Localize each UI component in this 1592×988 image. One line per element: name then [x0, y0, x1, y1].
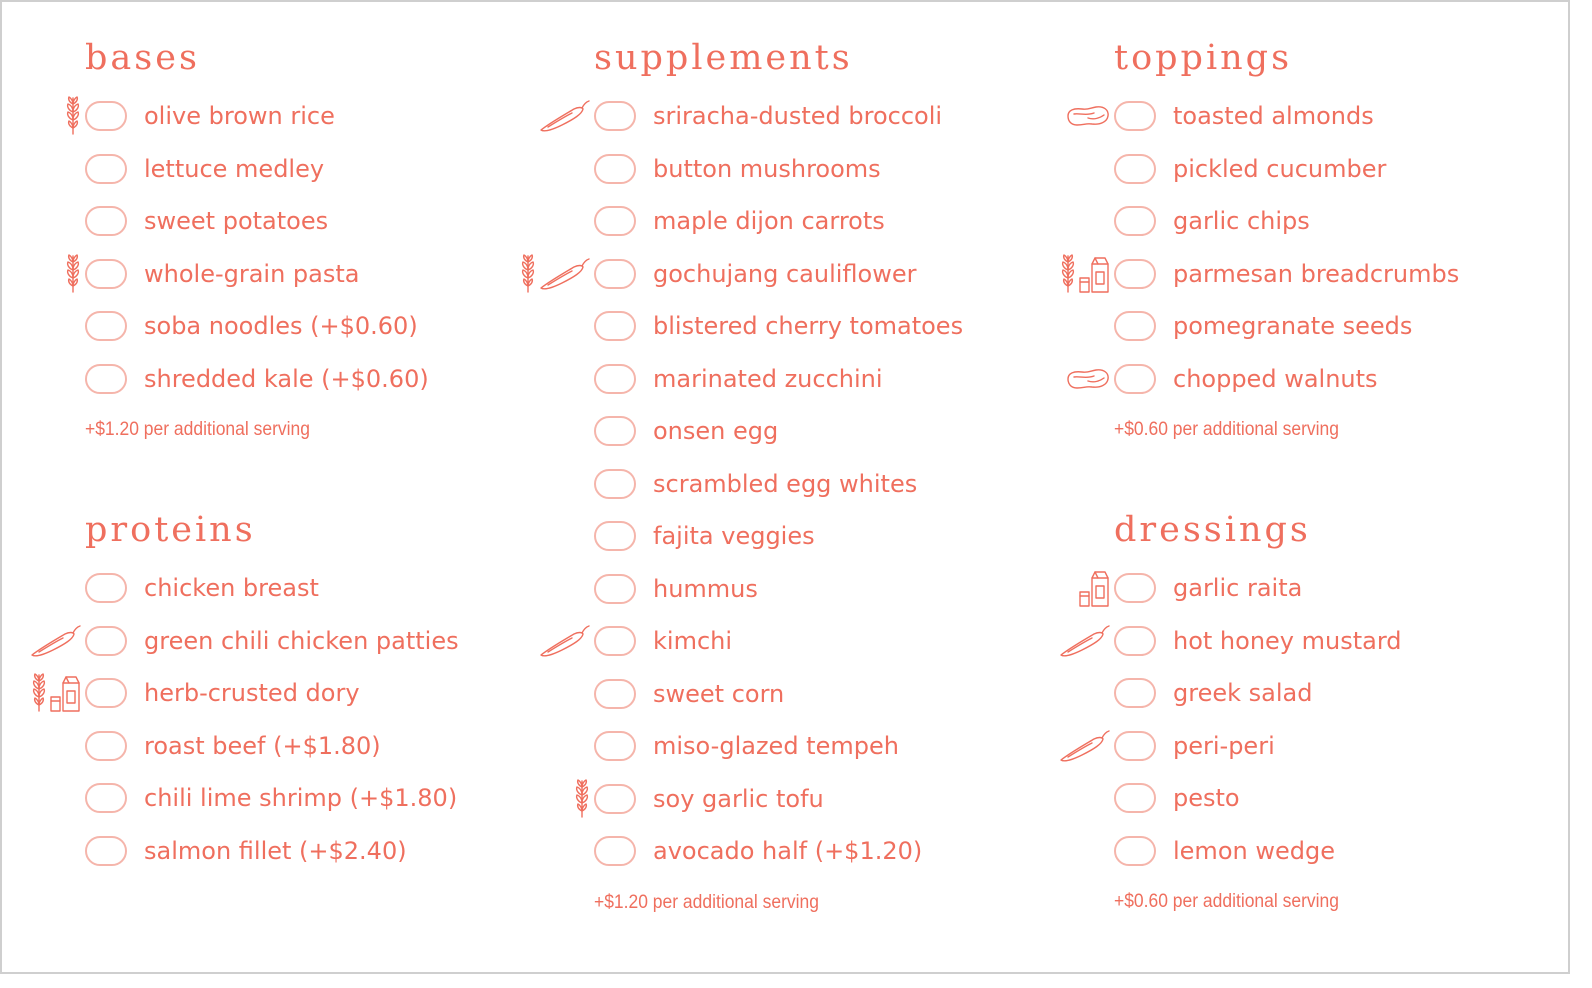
dairy-icon	[1078, 568, 1110, 608]
option-checkbox[interactable]	[85, 573, 127, 603]
dietary-icons	[574, 773, 594, 825]
option-bases-3[interactable]	[85, 248, 429, 301]
option-checkbox[interactable]	[594, 154, 636, 184]
option-bases-0[interactable]	[85, 90, 429, 143]
option-checkbox[interactable]	[594, 784, 636, 814]
option-label: marinated zucchini	[653, 364, 883, 393]
option-checkbox[interactable]	[594, 101, 636, 131]
option-supplements-3[interactable]	[594, 248, 963, 301]
option-label: button mushrooms	[653, 154, 881, 183]
section-toppings	[1114, 38, 1459, 441]
option-label: whole-grain pasta	[144, 259, 360, 288]
option-checkbox[interactable]	[1114, 836, 1156, 866]
option-supplements-12[interactable]	[594, 720, 963, 773]
option-label: lemon wedge	[1173, 836, 1335, 865]
option-label: shredded kale (+$0.60)	[144, 364, 429, 393]
option-label: toasted almonds	[1173, 102, 1374, 131]
dietary-icons	[538, 615, 594, 667]
option-supplements-1[interactable]	[594, 143, 963, 196]
option-label: lettuce medley	[144, 154, 325, 183]
dietary-icons	[29, 615, 85, 667]
chili-icon	[538, 99, 590, 133]
option-checkbox[interactable]	[1114, 364, 1156, 394]
wheat-icon	[1060, 254, 1076, 294]
option-checkbox[interactable]	[1114, 731, 1156, 761]
option-checkbox[interactable]	[1114, 259, 1156, 289]
option-checkbox[interactable]	[594, 416, 636, 446]
option-dressings-4[interactable]	[1114, 772, 1402, 825]
option-checkbox[interactable]	[594, 626, 636, 656]
option-label: hummus	[653, 574, 758, 603]
section-bases	[85, 38, 429, 441]
option-dressings-1[interactable]	[1114, 615, 1402, 668]
option-dressings-3[interactable]	[1114, 720, 1402, 773]
option-checkbox[interactable]	[85, 101, 127, 131]
option-label: maple dijon carrots	[653, 207, 885, 236]
option-label: gochujang cauliflower	[653, 259, 917, 288]
wheat-icon	[520, 254, 536, 294]
option-checkbox[interactable]	[594, 574, 636, 604]
note-supplements: +$1.20 per additional serving	[594, 891, 819, 913]
option-label: peri-peri	[1173, 731, 1275, 760]
section-title-bases: bases	[85, 38, 200, 78]
option-label: kimchi	[653, 627, 733, 656]
option-supplements-11[interactable]	[594, 668, 963, 721]
wheat-icon	[65, 96, 81, 136]
option-checkbox[interactable]	[85, 259, 127, 289]
option-checkbox[interactable]	[85, 731, 127, 761]
option-label: blistered cherry tomatoes	[653, 312, 964, 341]
option-checkbox[interactable]	[85, 836, 127, 866]
note-toppings: +$0.60 per additional serving	[1114, 419, 1339, 440]
option-checkbox[interactable]	[1114, 626, 1156, 656]
option-checkbox[interactable]	[594, 311, 636, 341]
dietary-icons	[1064, 353, 1114, 405]
option-label: soy garlic tofu	[653, 784, 824, 813]
option-label: scrambled egg whites	[653, 469, 918, 498]
option-checkbox[interactable]	[594, 731, 636, 761]
option-checkbox[interactable]	[1114, 206, 1156, 236]
option-label: chopped walnuts	[1173, 364, 1378, 393]
option-supplements-8[interactable]	[594, 510, 963, 563]
dietary-icons	[520, 248, 594, 300]
section-title-supplements: supplements	[594, 38, 853, 78]
option-proteins-1[interactable]	[85, 615, 459, 668]
option-label: herb-crusted dory	[144, 679, 360, 708]
dietary-icons	[1064, 90, 1114, 142]
option-label: avocado half (+$1.20)	[653, 837, 923, 866]
section-title-proteins: proteins	[85, 510, 256, 550]
option-checkbox[interactable]	[594, 469, 636, 499]
option-supplements-7[interactable]	[594, 458, 963, 511]
option-label: pomegranate seeds	[1173, 312, 1413, 341]
option-label: roast beef (+$1.80)	[144, 731, 381, 760]
dairy-icon	[49, 673, 81, 713]
option-checkbox[interactable]	[85, 626, 127, 656]
option-supplements-2[interactable]	[594, 195, 963, 248]
section-proteins	[85, 510, 459, 877]
dietary-icons	[1058, 720, 1114, 772]
option-label: chili lime shrimp (+$1.80)	[144, 784, 458, 813]
option-supplements-14[interactable]	[594, 825, 963, 878]
section-dressings	[1114, 510, 1402, 913]
option-label: greek salad	[1173, 679, 1313, 708]
section-supplements	[594, 38, 963, 914]
note-bases: +$1.20 per additional serving	[85, 419, 310, 440]
option-toppings-4[interactable]	[1114, 300, 1459, 353]
option-label: olive brown rice	[144, 102, 335, 131]
option-bases-1[interactable]	[85, 143, 429, 196]
option-toppings-1[interactable]	[1114, 143, 1459, 196]
option-checkbox[interactable]	[594, 206, 636, 236]
option-label: miso-glazed tempeh	[653, 732, 899, 761]
option-supplements-9[interactable]	[594, 563, 963, 616]
dietary-icons	[1058, 615, 1114, 667]
option-supplements-4[interactable]	[594, 300, 963, 353]
option-label: hot honey mustard	[1173, 626, 1402, 655]
nut-icon	[1064, 104, 1110, 128]
option-proteins-2[interactable]	[85, 667, 459, 720]
option-checkbox[interactable]	[594, 521, 636, 551]
option-label: salmon fillet (+$2.40)	[144, 836, 407, 865]
section-title-toppings: toppings	[1114, 38, 1293, 78]
option-label: sweet corn	[653, 679, 785, 708]
option-label: garlic chips	[1173, 207, 1310, 236]
option-proteins-0[interactable]	[85, 562, 459, 615]
chili-icon	[1058, 624, 1110, 658]
option-checkbox[interactable]	[594, 679, 636, 709]
option-supplements-13[interactable]	[594, 773, 963, 826]
option-supplements-10[interactable]	[594, 615, 963, 668]
nut-icon	[1064, 367, 1110, 391]
option-label: chicken breast	[144, 574, 319, 603]
option-dressings-5[interactable]	[1114, 825, 1402, 878]
option-supplements-6[interactable]	[594, 405, 963, 458]
option-bases-5[interactable]	[85, 353, 429, 406]
option-label: pickled cucumber	[1173, 154, 1387, 183]
option-toppings-2[interactable]	[1114, 195, 1459, 248]
wheat-icon	[31, 673, 47, 713]
dairy-icon	[1078, 254, 1110, 294]
option-checkbox[interactable]	[1114, 573, 1156, 603]
wheat-icon	[65, 254, 81, 294]
option-toppings-0[interactable]	[1114, 90, 1459, 143]
option-toppings-3[interactable]	[1114, 248, 1459, 301]
option-label: pesto	[1173, 784, 1240, 813]
dietary-icons	[65, 248, 85, 300]
option-checkbox[interactable]	[85, 206, 127, 236]
option-dressings-0[interactable]	[1114, 562, 1402, 615]
option-toppings-5[interactable]	[1114, 353, 1459, 406]
option-label: sweet potatoes	[144, 207, 329, 236]
chili-icon	[538, 257, 590, 291]
option-checkbox[interactable]	[85, 311, 127, 341]
option-checkbox[interactable]	[1114, 154, 1156, 184]
option-proteins-4[interactable]	[85, 772, 459, 825]
dietary-icons	[1078, 562, 1114, 614]
option-label: green chili chicken patties	[144, 626, 459, 655]
option-checkbox[interactable]	[1114, 311, 1156, 341]
chili-icon	[29, 624, 81, 658]
dietary-icons	[1060, 248, 1114, 300]
option-supplements-0[interactable]	[594, 90, 963, 143]
option-checkbox[interactable]	[594, 836, 636, 866]
dietary-icons	[31, 667, 85, 719]
option-label: onsen egg	[653, 417, 779, 446]
dietary-icons	[65, 90, 85, 142]
dietary-icons	[538, 90, 594, 142]
option-checkbox[interactable]	[85, 783, 127, 813]
option-checkbox[interactable]	[85, 364, 127, 394]
option-label: garlic raita	[1173, 574, 1303, 603]
option-label: soba noodles (+$0.60)	[144, 312, 418, 341]
option-label: fajita veggies	[653, 522, 815, 551]
option-checkbox[interactable]	[1114, 678, 1156, 708]
option-label: parmesan breadcrumbs	[1173, 259, 1460, 288]
option-checkbox[interactable]	[85, 154, 127, 184]
chili-icon	[538, 624, 590, 658]
option-bases-4[interactable]	[85, 300, 429, 353]
option-proteins-5[interactable]	[85, 825, 459, 878]
option-supplements-5[interactable]	[594, 353, 963, 406]
option-checkbox[interactable]	[85, 678, 127, 708]
option-checkbox[interactable]	[594, 259, 636, 289]
wheat-icon	[574, 779, 590, 819]
option-checkbox[interactable]	[594, 364, 636, 394]
option-proteins-3[interactable]	[85, 720, 459, 773]
note-dressings: +$0.60 per additional serving	[1114, 891, 1339, 912]
section-title-dressings: dressings	[1114, 510, 1311, 550]
option-bases-2[interactable]	[85, 195, 429, 248]
option-dressings-2[interactable]	[1114, 667, 1402, 720]
chili-icon	[1058, 729, 1110, 763]
option-label: sriracha-dusted broccoli	[653, 102, 943, 131]
option-checkbox[interactable]	[1114, 783, 1156, 813]
option-checkbox[interactable]	[1114, 101, 1156, 131]
